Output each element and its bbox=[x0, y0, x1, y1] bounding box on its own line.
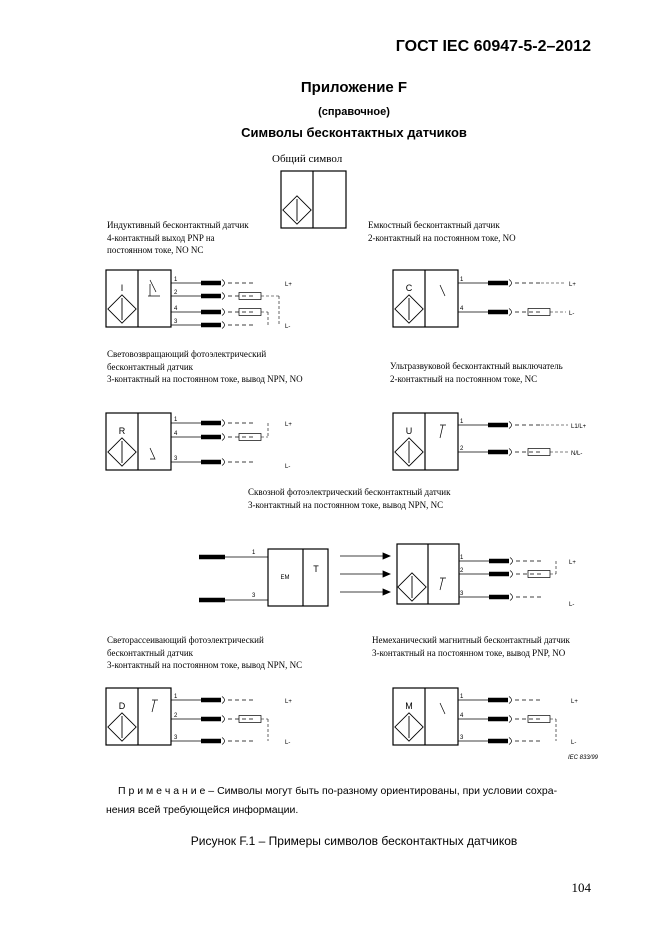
diagram-retroreflective bbox=[106, 413, 292, 470]
annex-type: (справочное) bbox=[318, 106, 390, 118]
diagram-capacitive bbox=[393, 270, 576, 327]
svg-text:L+: L+ bbox=[285, 422, 292, 428]
svg-text:1: 1 bbox=[174, 417, 178, 423]
svg-text:L1/L+: L1/L+ bbox=[571, 424, 587, 430]
svg-text:L-: L- bbox=[569, 602, 575, 608]
svg-text:3: 3 bbox=[460, 591, 464, 597]
diagram-inductive bbox=[106, 270, 292, 330]
diagram-through-beam bbox=[199, 544, 576, 608]
svg-text:N/L-: N/L- bbox=[571, 451, 583, 457]
svg-text:2: 2 bbox=[174, 290, 178, 296]
svg-text:L-: L- bbox=[571, 740, 577, 746]
caption-ultrasonic: Ультразвуковой бесконтактный выключатель 2-контактный на постоянном токе, NC bbox=[390, 361, 563, 384]
svg-text:U: U bbox=[405, 426, 413, 436]
diagram-diffuse bbox=[106, 688, 292, 746]
caption-capacitive: Емкостный бесконтактный датчик 2-контактный на постоянном токе, NO bbox=[368, 220, 516, 243]
svg-text:L+: L+ bbox=[569, 282, 576, 288]
svg-text:1: 1 bbox=[174, 694, 178, 700]
svg-text:L-: L- bbox=[285, 324, 291, 330]
svg-text:L+: L+ bbox=[285, 282, 292, 288]
svg-text:1: 1 bbox=[174, 277, 178, 283]
svg-text:4: 4 bbox=[460, 713, 464, 719]
svg-text:M: M bbox=[405, 701, 413, 711]
svg-text:1: 1 bbox=[460, 419, 464, 425]
annex-title: Приложение F bbox=[300, 79, 408, 96]
svg-text:T: T bbox=[313, 564, 319, 574]
svg-text:R: R bbox=[118, 426, 126, 436]
standard-header: ГОСТ IEC 60947-5-2–2012 bbox=[395, 38, 591, 55]
svg-text:3: 3 bbox=[460, 735, 464, 741]
svg-text:4: 4 bbox=[174, 431, 178, 437]
svg-text:EM: EM bbox=[280, 575, 290, 581]
caption-diffuse: Светорассеивающий фотоэлектрический бесконтактный датчик 3-контактный на постоянном токе, вывод NPN, NC bbox=[107, 635, 303, 670]
svg-text:L-: L- bbox=[285, 464, 291, 470]
diagram-ultrasonic bbox=[393, 413, 587, 470]
svg-text:3: 3 bbox=[174, 456, 178, 462]
annex-subtitle: Символы бесконтактных датчиков bbox=[241, 125, 467, 140]
svg-text:D: D bbox=[118, 701, 126, 711]
svg-text:4: 4 bbox=[460, 306, 464, 312]
caption-retroreflective: Световозвращающий фотоэлектрический бесконтактный датчик 3-контактный на постоянном токе, вывод NPN, NO bbox=[107, 349, 303, 384]
svg-text:2: 2 bbox=[174, 713, 178, 719]
caption-magnetic: Немеханический магнитный бесконтактный датчик 3-контактный на постоянном токе, вывод PNP, NO bbox=[372, 635, 570, 658]
svg-text:4: 4 bbox=[174, 306, 178, 312]
svg-text:L+: L+ bbox=[285, 699, 292, 705]
svg-text:1: 1 bbox=[460, 694, 464, 700]
sensor-letter: I bbox=[120, 283, 124, 293]
page-number: 104 bbox=[571, 880, 591, 895]
svg-text:L+: L+ bbox=[571, 699, 578, 705]
svg-text:L-: L- bbox=[285, 740, 291, 746]
svg-text:1: 1 bbox=[460, 555, 464, 561]
note bbox=[118, 785, 557, 797]
svg-text:2: 2 bbox=[460, 446, 464, 452]
diagram-magnetic bbox=[393, 688, 578, 746]
caption-through-beam: Сквозной фотоэлектрический бесконтактный датчик 3-контактный на постоянном токе, вывод NPN, NC bbox=[248, 487, 451, 510]
note-text: – Символы могут быть по-разному ориентированы, при условии сохра- bbox=[205, 785, 558, 797]
note-label: П р и м е ч а н и е bbox=[118, 785, 206, 797]
svg-text:C: C bbox=[405, 283, 413, 293]
note-continued: нения всей требующейся информации. bbox=[106, 804, 299, 816]
general-symbol-label: Общий символ bbox=[272, 153, 343, 165]
figure-caption: Рисунок F.1 – Примеры символов бесконтактных датчиков bbox=[190, 834, 518, 848]
svg-text:2: 2 bbox=[460, 568, 464, 574]
svg-text:L-: L- bbox=[569, 311, 575, 317]
svg-text:1: 1 bbox=[252, 550, 256, 556]
general-symbol bbox=[281, 171, 346, 228]
svg-text:1: 1 bbox=[460, 277, 464, 283]
caption-inductive: Индуктивный бесконтактный датчик 4-контактный выход PNP на постоянном токе, NO NC bbox=[107, 220, 249, 255]
svg-text:3: 3 bbox=[174, 735, 178, 741]
iec-reference: IEC 833/99 bbox=[568, 755, 599, 761]
svg-text:3: 3 bbox=[252, 593, 256, 599]
svg-text:3: 3 bbox=[174, 319, 178, 325]
svg-text:L+: L+ bbox=[569, 560, 576, 566]
